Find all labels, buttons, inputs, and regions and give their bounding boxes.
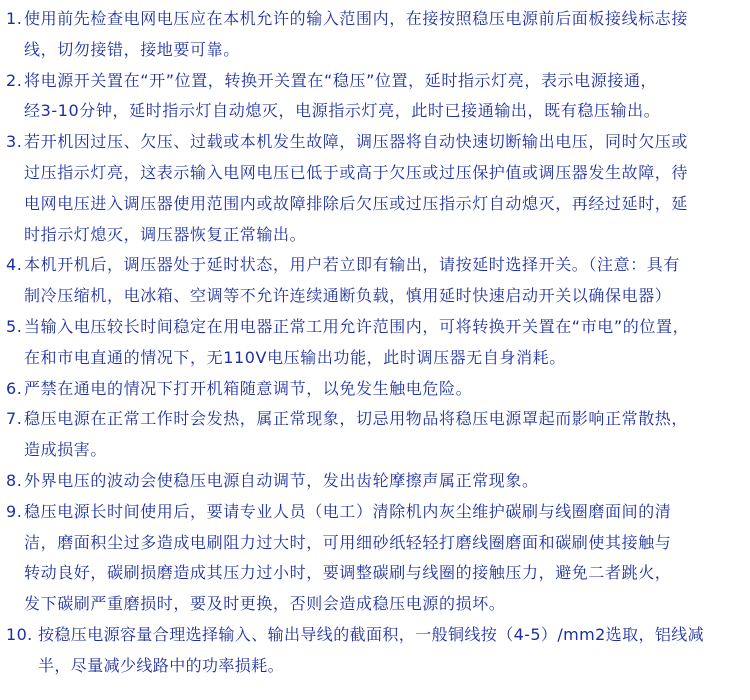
item-text <box>24 66 750 128</box>
item-number: 2. <box>6 70 23 90</box>
instruction-item-3 <box>0 127 750 250</box>
item-line: 若开机因过压、欠压、过载或本机发生故障，调压器将自动快速切断输出电压，同时欠压或 <box>24 132 689 152</box>
item-text <box>24 127 750 250</box>
item-text <box>24 374 750 405</box>
item-line: 严禁在通电的情况下打开机箱随意调节，以免发生触电危险。 <box>24 378 473 398</box>
item-line: 本机开机后，调压器处于延时状态，用户若立即有输出，请按延时选择开关。（注意：具有 <box>24 255 681 275</box>
item-text <box>24 312 750 374</box>
instruction-item-1 <box>0 4 750 66</box>
item-number: 5. <box>6 316 23 336</box>
item-number: 10. <box>6 624 33 644</box>
item-line: 当输入电压较长时间稳定在用电器正常工用允许范围内，可将转换开关置在“市电”的位置， <box>24 316 690 336</box>
instruction-item-10 <box>0 620 750 682</box>
item-line: 造成损害。 <box>24 440 108 460</box>
instruction-item-5 <box>0 312 750 374</box>
item-text <box>24 4 750 66</box>
item-text <box>24 250 750 312</box>
item-number: 6. <box>6 378 23 398</box>
item-line: 按稳压电源容量合理选择输入、输出导线的截面积，一般铜线按（4-5）/mm2选取，铝线减 <box>38 624 705 644</box>
item-line: 发下碳刷严重磨损时，要及时更换，否则会造成稳压电源的损坏。 <box>24 594 506 614</box>
instruction-item-8 <box>0 466 750 497</box>
item-line: 稳压电源在正常工作时会发热，属正常现象，切忌用物品将稳压电源罩起而影响正常散热， <box>24 409 689 429</box>
item-number: 1. <box>6 9 23 28</box>
item-number: 3. <box>6 132 23 152</box>
item-number: 7. <box>6 409 23 429</box>
item-text <box>38 620 750 682</box>
item-line: 转动良好，碳刷损磨造成其压力过小时，要调整碳刷与线圈的接触压力，避免二者跳火， <box>24 563 672 583</box>
item-line: 在和市电直通的情况下，无110V电压输出功能，此时调压器无自身消耗。 <box>24 347 566 367</box>
item-number: 4. <box>6 255 23 275</box>
instruction-item-6 <box>0 374 750 405</box>
instruction-item-9 <box>0 497 750 620</box>
item-line: 制冷压缩机，电冰箱、空调等不允许连续通断负载，慎用延时快速启动开关以确保电器） <box>24 286 672 306</box>
item-line: 经3-10分钟，延时指示灯自动熄灭，电源指示灯亮，此时已接通输出，既有稳压输出。 <box>24 101 661 121</box>
item-number: 8. <box>6 470 23 490</box>
item-line: 外界电压的波动会使稳压电源自动调节，发出齿轮摩擦声属正常现象。 <box>24 470 539 490</box>
item-line: 洁，磨面积尘过多造成电刷阻力过大时，可用细砂纸轻轻打磨线圈磨面和碳刷使其接触与 <box>24 532 672 552</box>
instruction-item-4 <box>0 250 750 312</box>
item-line: 将电源开关置在“开”位置，转换开关置在“稳压”位置，延时指示灯亮，表示电源接通， <box>24 70 658 90</box>
item-line: 半，尽量减少线路中的功率损耗。 <box>38 655 285 675</box>
instruction-item-7 <box>0 404 750 466</box>
item-line: 线，切勿接错，接地要可靠。 <box>24 39 240 59</box>
item-text <box>24 466 750 497</box>
item-line: 稳压电源长时间使用后，要请专业人员（电工）清除机内灰尘维护碳刷与线圈磨面间的清 <box>24 501 672 521</box>
item-text <box>24 497 750 620</box>
item-number: 9. <box>6 501 23 521</box>
item-line: 电网电压进入调压器使用范围内或故障排除后欠压或过压指示灯自动熄灭，再经过延时，延 <box>24 193 689 213</box>
item-line: 时指示灯熄灭，调压器恢复正常输出。 <box>24 224 307 244</box>
item-text <box>24 404 750 466</box>
item-line: 使用前先检查电网电压应在本机允许的输入范围内，在接按照稳压电源前后面板接线标志接 <box>24 9 689 28</box>
item-line: 过压指示灯亮，这表示输入电网电压已低于或高于欠压或过压保护值或调压器发生故障，待 <box>24 162 689 182</box>
instruction-item-2 <box>0 66 750 128</box>
